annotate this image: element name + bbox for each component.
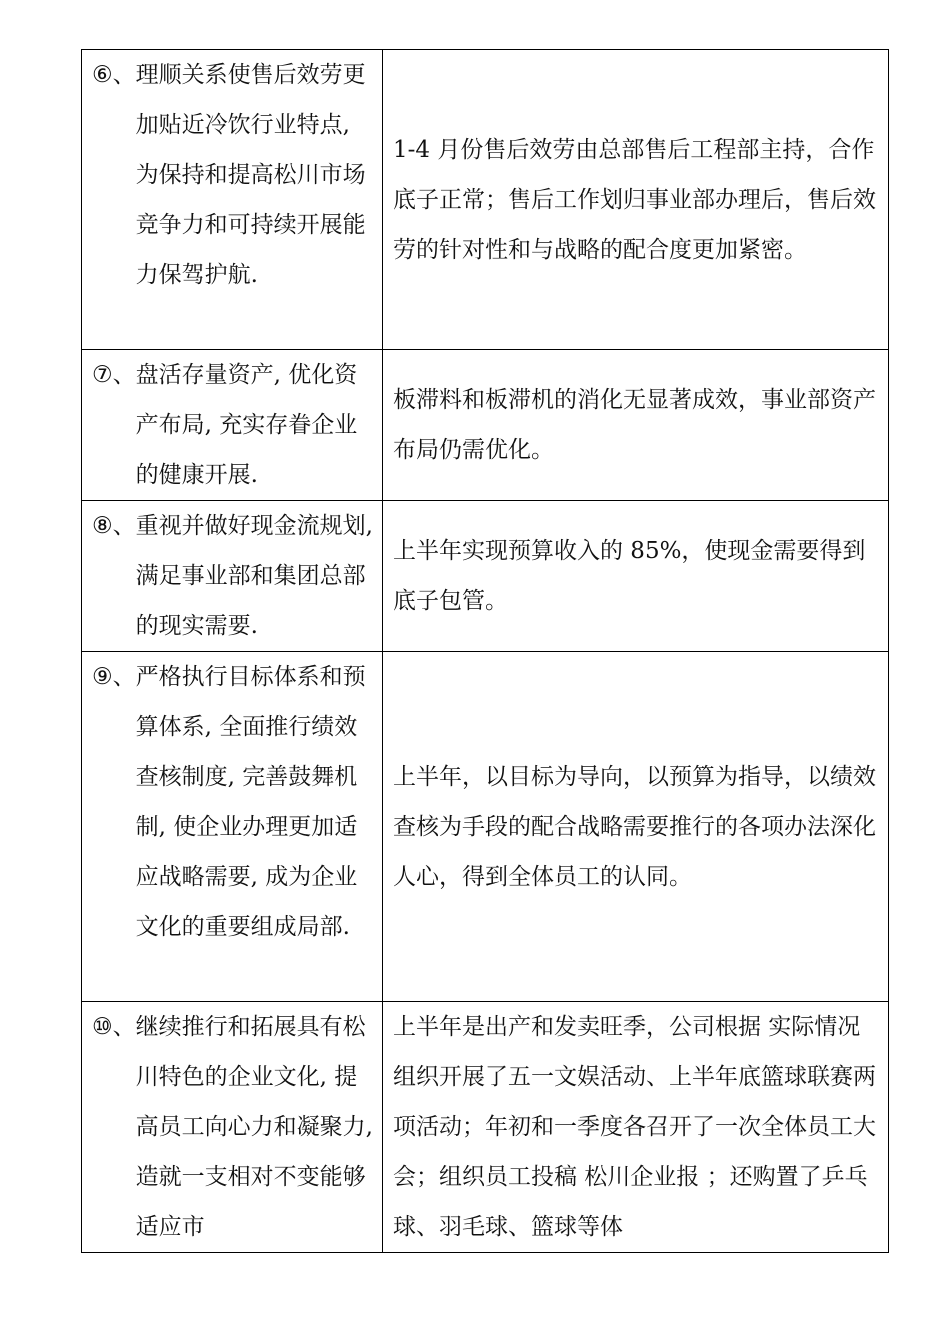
goal-number: ⑨、 — [92, 664, 136, 690]
result-text: 上半年是出产和发卖旺季，公司根据 实际情况组织开展了五一文娱活动、上半年底篮球联赛两项活动；年初和一季度各召开了一次全体员工大会；组织员工投稿 松川企业报 ；还购置了乒乓球、羽毛球、篮球等体 — [393, 1014, 876, 1240]
result-cell — [383, 50, 889, 350]
goal-text: 严格执行目标体系和预算体系, 全面推行绩效查核制度, 完善鼓舞机制, 使企业办理更加适应战略需要, 成为企业文化的重要组成局部. — [135, 664, 366, 940]
result-text: 1-4 月份售后效劳由总部售后工程部主持，合作底子正常；售后工作划归事业部办理后，售后效劳的针对性和与战略的配合度更加紧密。 — [393, 136, 876, 263]
goal-number: ⑩、 — [92, 1014, 136, 1040]
result-text: 板滞料和板滞机的消化无显著成效，事业部资产布局仍需优化。 — [393, 387, 876, 463]
goal-text: 继续推行和拓展具有松川特色的企业文化, 提高员工向心力和凝聚力, 造就一支相对不变能够适应市 — [135, 1014, 373, 1240]
result-text: 上半年实现预算收入的 85%，使现金需要得到底子包管。 — [393, 538, 866, 614]
goal-text: 盘活存量资产, 优化资产布局, 充实存眷企业的健康开展. — [135, 362, 358, 488]
goal-text: 重视并做好现金流规划, 满足事业部和集团总部的现实需要. — [135, 513, 373, 639]
goal-cell — [82, 350, 383, 501]
table-row — [82, 50, 889, 350]
goal-cell — [82, 50, 383, 350]
goal-number: ⑧、 — [92, 513, 136, 539]
table-row — [82, 652, 889, 1002]
table-row — [82, 1002, 889, 1253]
table-row — [82, 501, 889, 652]
goal-cell — [82, 1002, 383, 1253]
result-text: 上半年，以目标为导向，以预算为指导，以绩效查核为手段的配合战略需要推行的各项办法深化人心，得到全体员工的认同。 — [393, 763, 876, 890]
result-cell — [383, 350, 889, 501]
goal-text: 理顺关系使售后效劳更加贴近冷饮行业特点, 为保持和提高松川市场竞争力和可持续开展能力保驾护航. — [135, 62, 366, 288]
goal-cell — [82, 652, 383, 1002]
goals-results-table — [81, 49, 889, 1253]
table-row — [82, 350, 889, 501]
result-cell — [383, 1002, 889, 1253]
goal-number: ⑦、 — [92, 362, 136, 388]
result-cell — [383, 652, 889, 1002]
goal-cell — [82, 501, 383, 652]
goal-number: ⑥、 — [92, 62, 136, 88]
result-cell — [383, 501, 889, 652]
